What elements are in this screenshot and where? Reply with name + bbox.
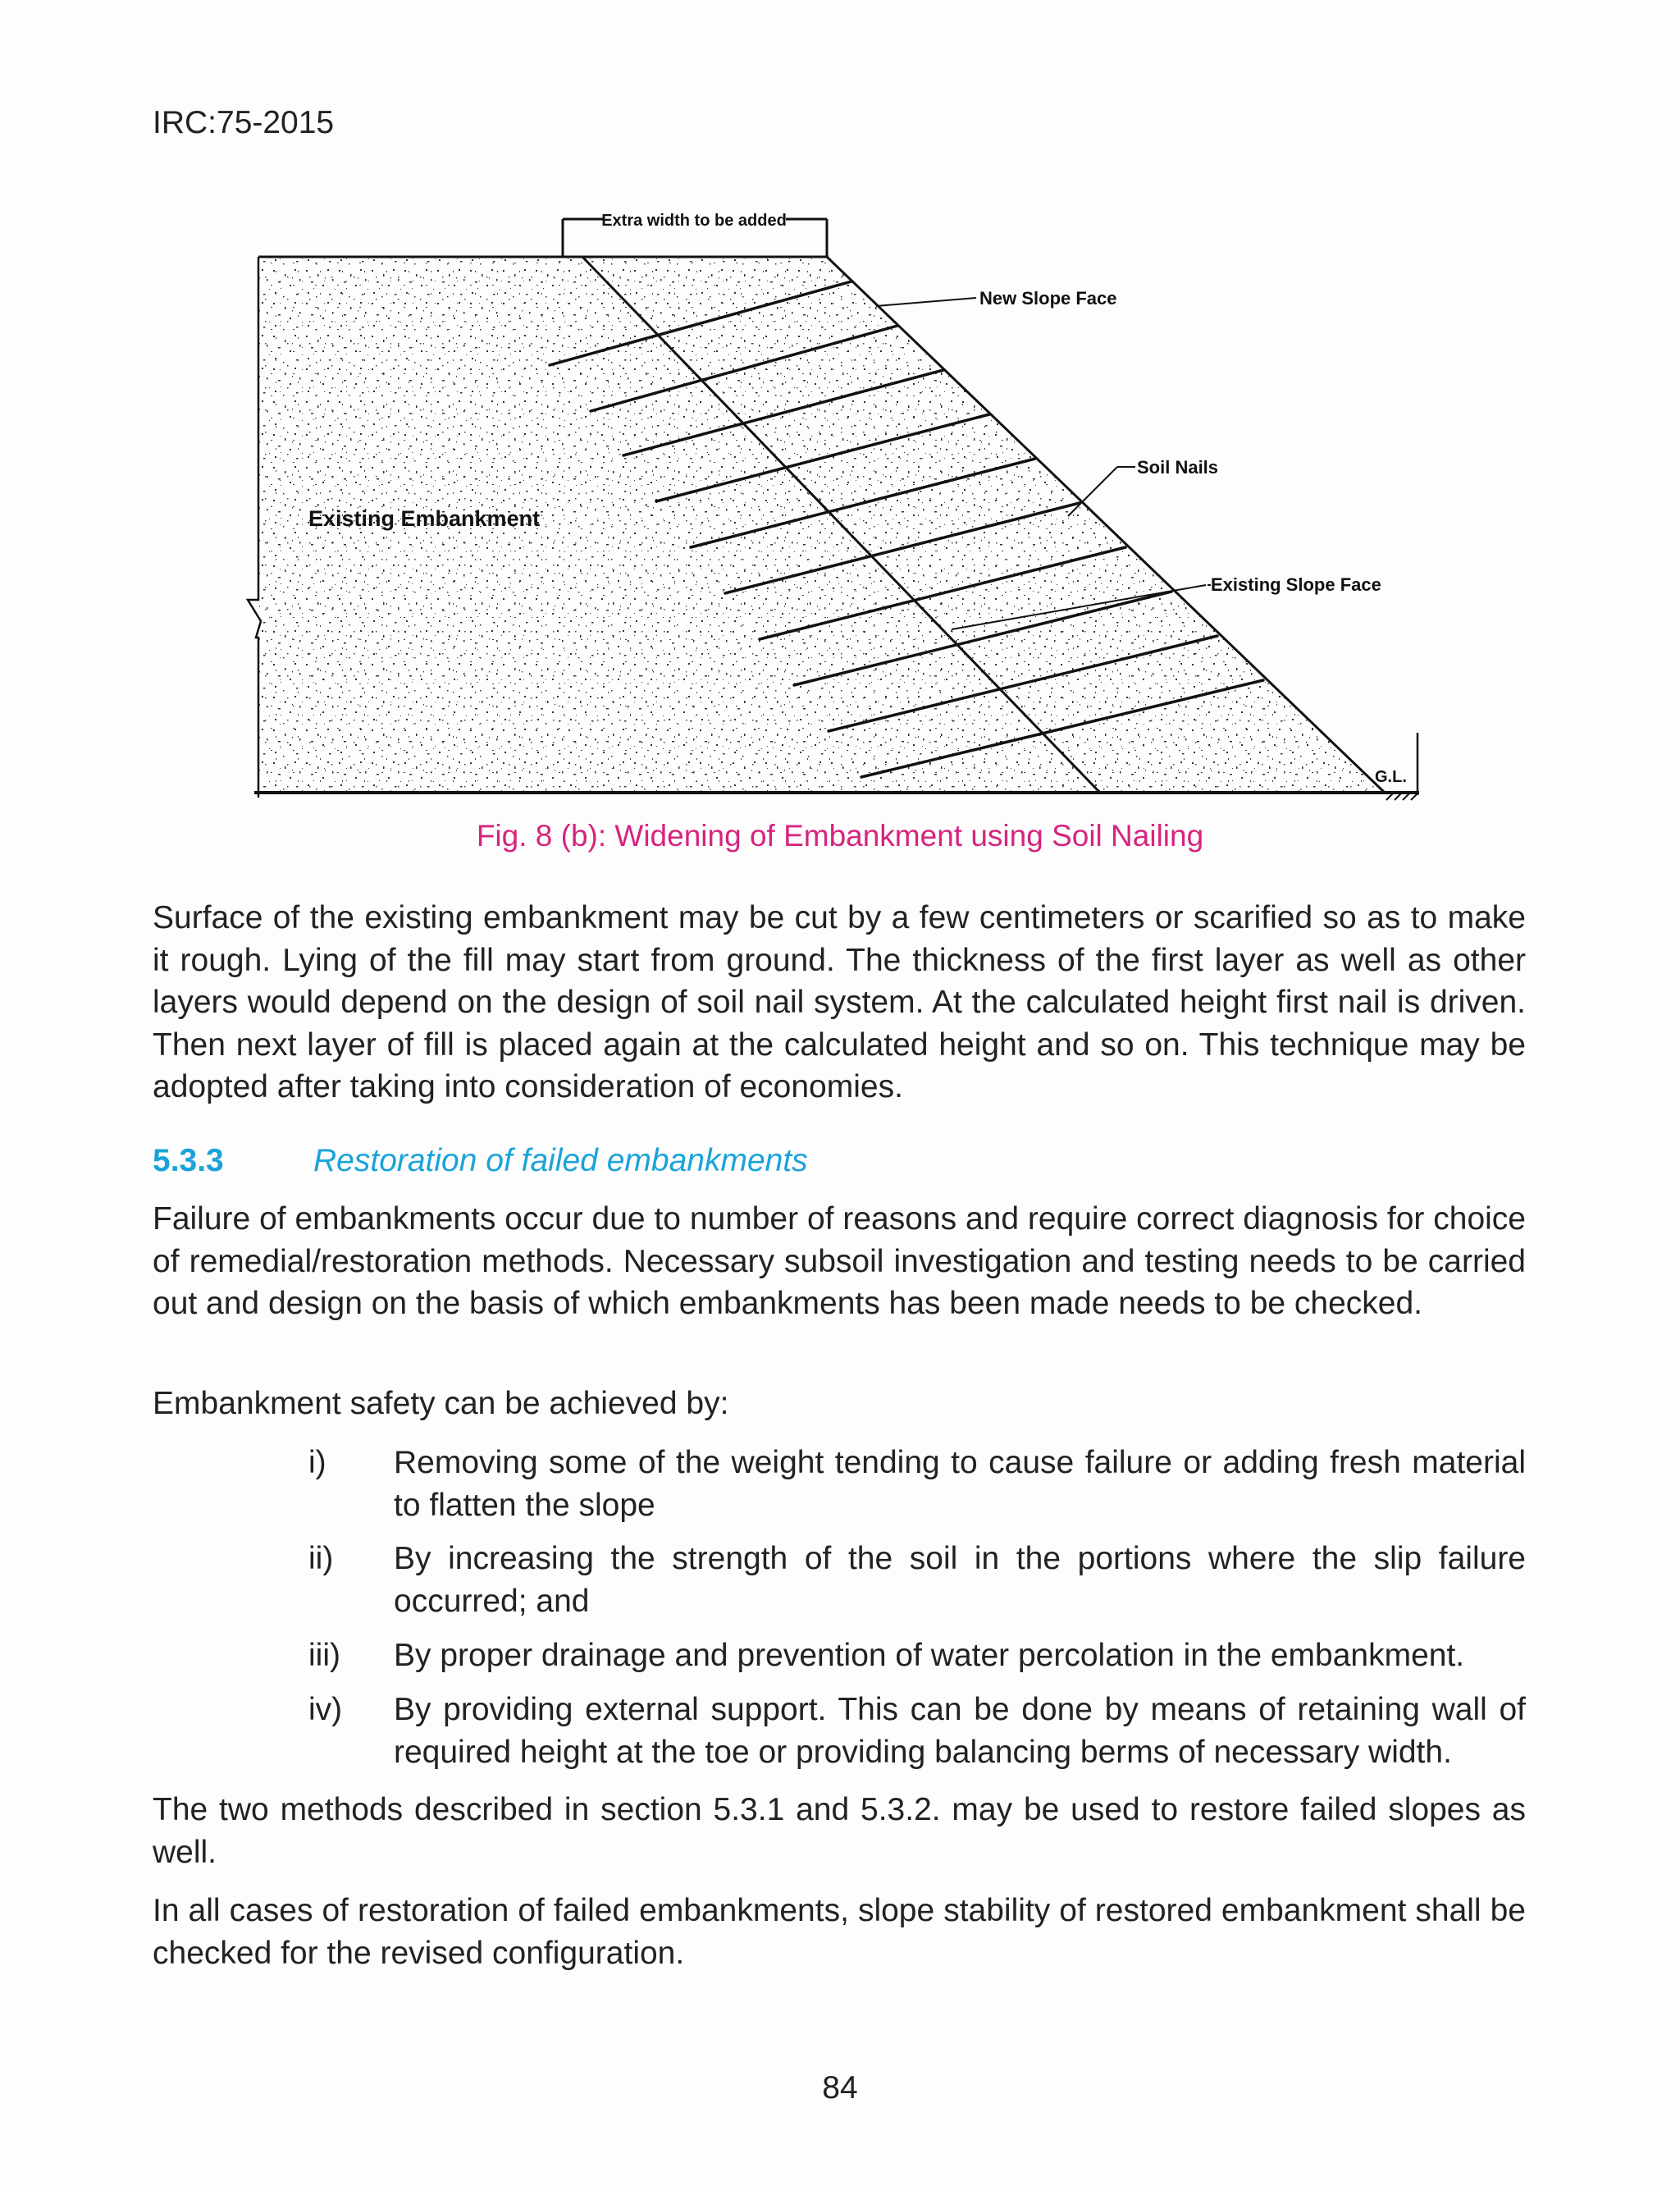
soil-nails-label: Soil Nails — [1137, 457, 1219, 478]
embankment-figure — [238, 201, 1444, 812]
paragraph-safety-intro: Embankment safety can be achieved by: — [153, 1386, 729, 1421]
section-number: 5.3.3 — [153, 1143, 224, 1178]
document-code: IRC:75-2015 — [153, 105, 335, 140]
ground-level-label: G.L. — [1375, 768, 1407, 786]
list-item — [308, 1634, 1526, 1677]
existing-slope-face-label: Existing Slope Face — [1211, 574, 1381, 595]
page-number: 84 — [822, 2070, 858, 2105]
list-text: Removing some of the weight tending to cause failure or adding fresh material to flatten the slope — [394, 1445, 1526, 1523]
list-marker: i) — [308, 1445, 326, 1480]
list-marker: iii) — [308, 1638, 340, 1673]
list-marker: iv) — [308, 1692, 343, 1727]
paragraph-failure-causes: Failure of embankments occur due to number of reasons and require correct diagnosis for choice of remedial/restoration methods. Necessary subsoil investigation and testing needs to be carried out and design on the basis of which embankments has been made needs to be checked. — [153, 1201, 1526, 1321]
figure-caption: Fig. 8 (b): Widening of Embankment using Soil Nailing — [476, 819, 1204, 853]
paragraph-stability-check: In all cases of restoration of failed embankments, slope stability of restored embankment shall be checked for the revised configuration. — [153, 1893, 1526, 1971]
extra-width-label: Extra width to be added — [601, 212, 787, 230]
new-slope-leader — [876, 298, 976, 306]
section-heading — [153, 1143, 808, 1179]
section-title: Restoration of failed embankments — [313, 1143, 808, 1178]
paragraph-fill-process: Surface of the existing embankment may be cut by a few centimeters or scarified so as to make it rough. Lying of the fill may start from ground. The thickness of the first layer as well as other layers would depend on the design of soil nail system. At the calculated height first nail is driven. Then next layer of fill is placed again at the calculated height and so on. This technique may be adopted after taking into consideration of economies. — [153, 900, 1526, 1104]
embankment-diagram — [238, 201, 1444, 812]
paragraph-methods: The two methods described in section 5.3.1 and 5.3.2. may be used to restore failed slopes as well. — [153, 1792, 1526, 1870]
list-item — [308, 1689, 1526, 1773]
ground-hatch — [1386, 793, 1418, 800]
soil-nails-leader — [1068, 467, 1117, 516]
list-item — [308, 1538, 1526, 1622]
list-item — [308, 1442, 1526, 1526]
list-marker: ii) — [308, 1541, 334, 1576]
list-text: By increasing the strength of the soil in the portions where the slip failure occurred; and — [394, 1541, 1526, 1619]
new-slope-face-label: New Slope Face — [979, 288, 1117, 309]
list-text: By providing external support. This can be done by means of retaining wall of required height at the toe or providing balancing berms of necessary width. — [394, 1692, 1526, 1770]
list-text: By proper drainage and prevention of water percolation in the embankment. — [394, 1638, 1465, 1673]
existing-embankment-label: Existing Embankment — [308, 506, 541, 531]
